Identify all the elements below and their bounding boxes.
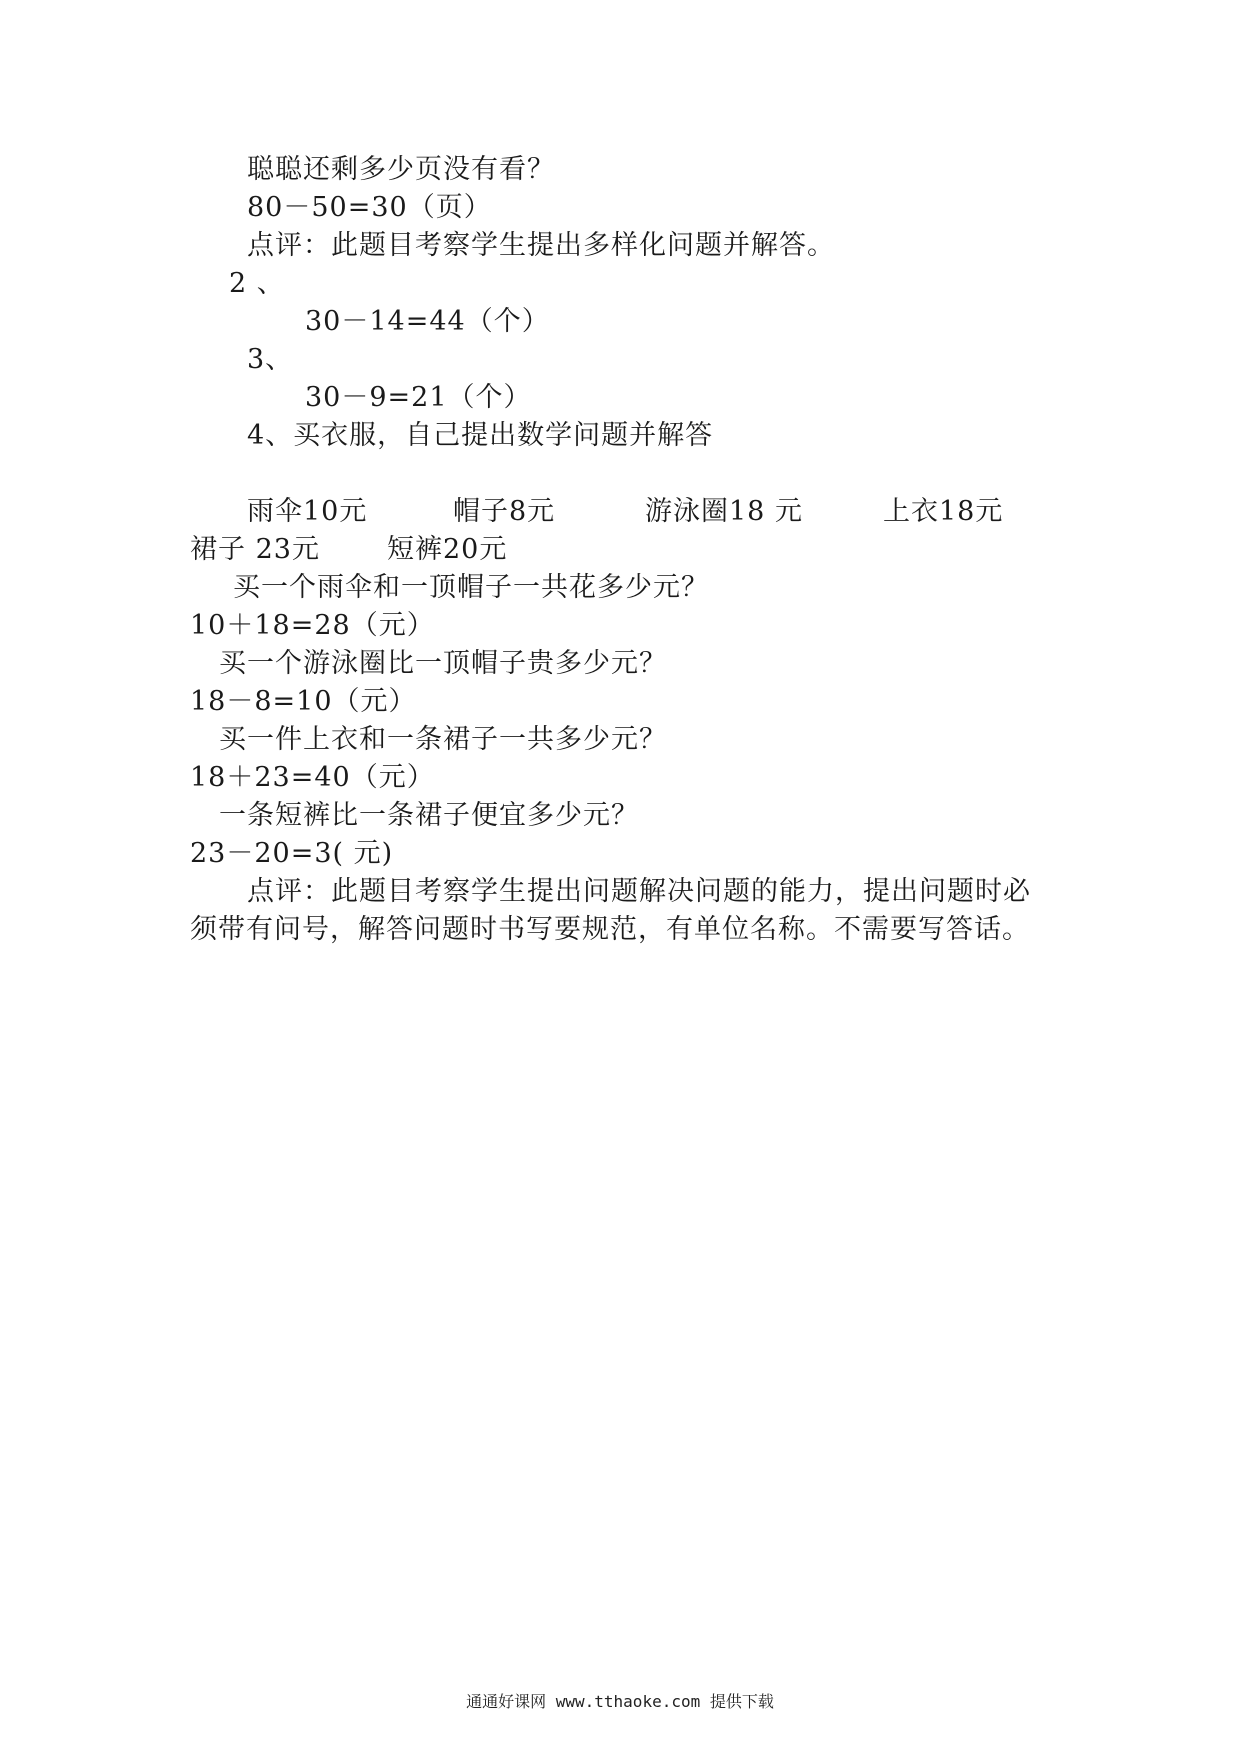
equation: 10＋18=28（元）: [190, 610, 435, 641]
question-text: 买一件上衣和一条裙子一共多少元？: [219, 724, 667, 755]
question-text: 一条短裤比一条裙子便宜多少元？: [219, 800, 639, 831]
equation: 30－9=21（个）: [305, 382, 532, 413]
equation: 30－14=44（个）: [305, 306, 550, 337]
comment-continued: 须带有问号，解答问题时书写要规范，有单位名称。不需要写答话。: [190, 914, 1030, 945]
equation: 18＋23=40（元）: [190, 762, 435, 793]
equation: 23－20=3( 元): [190, 838, 394, 869]
item-number: 3、: [247, 344, 294, 375]
price-shorts: 短裤20元: [387, 534, 508, 565]
price-swim-ring: 游泳圈18 元: [645, 496, 803, 527]
comment: 点评：此题目考察学生提出多样化问题并解答。: [247, 230, 835, 261]
question-text: 买一个雨伞和一顶帽子一共花多少元？: [233, 572, 709, 603]
price-umbrella: 雨伞10元: [247, 496, 368, 527]
equation: 80－50=30（页）: [247, 192, 492, 223]
price-top: 上衣18元: [883, 496, 1004, 527]
comment: 点评：此题目考察学生提出问题解决问题的能力，提出问题时必: [247, 876, 1031, 907]
item-number: 2 、: [229, 268, 285, 299]
item-heading: 4、买衣服，自己提出数学问题并解答: [247, 420, 714, 451]
price-hat: 帽子8元: [453, 496, 556, 527]
question-text: 聪聪还剩多少页没有看？: [247, 154, 555, 185]
page-footer: 通通好课网 www.tthaoke.com 提供下载: [466, 1692, 774, 1711]
equation: 18－8=10（元）: [190, 686, 417, 717]
question-text: 买一个游泳圈比一顶帽子贵多少元？: [219, 648, 667, 679]
price-skirt: 裙子 23元: [190, 534, 320, 565]
